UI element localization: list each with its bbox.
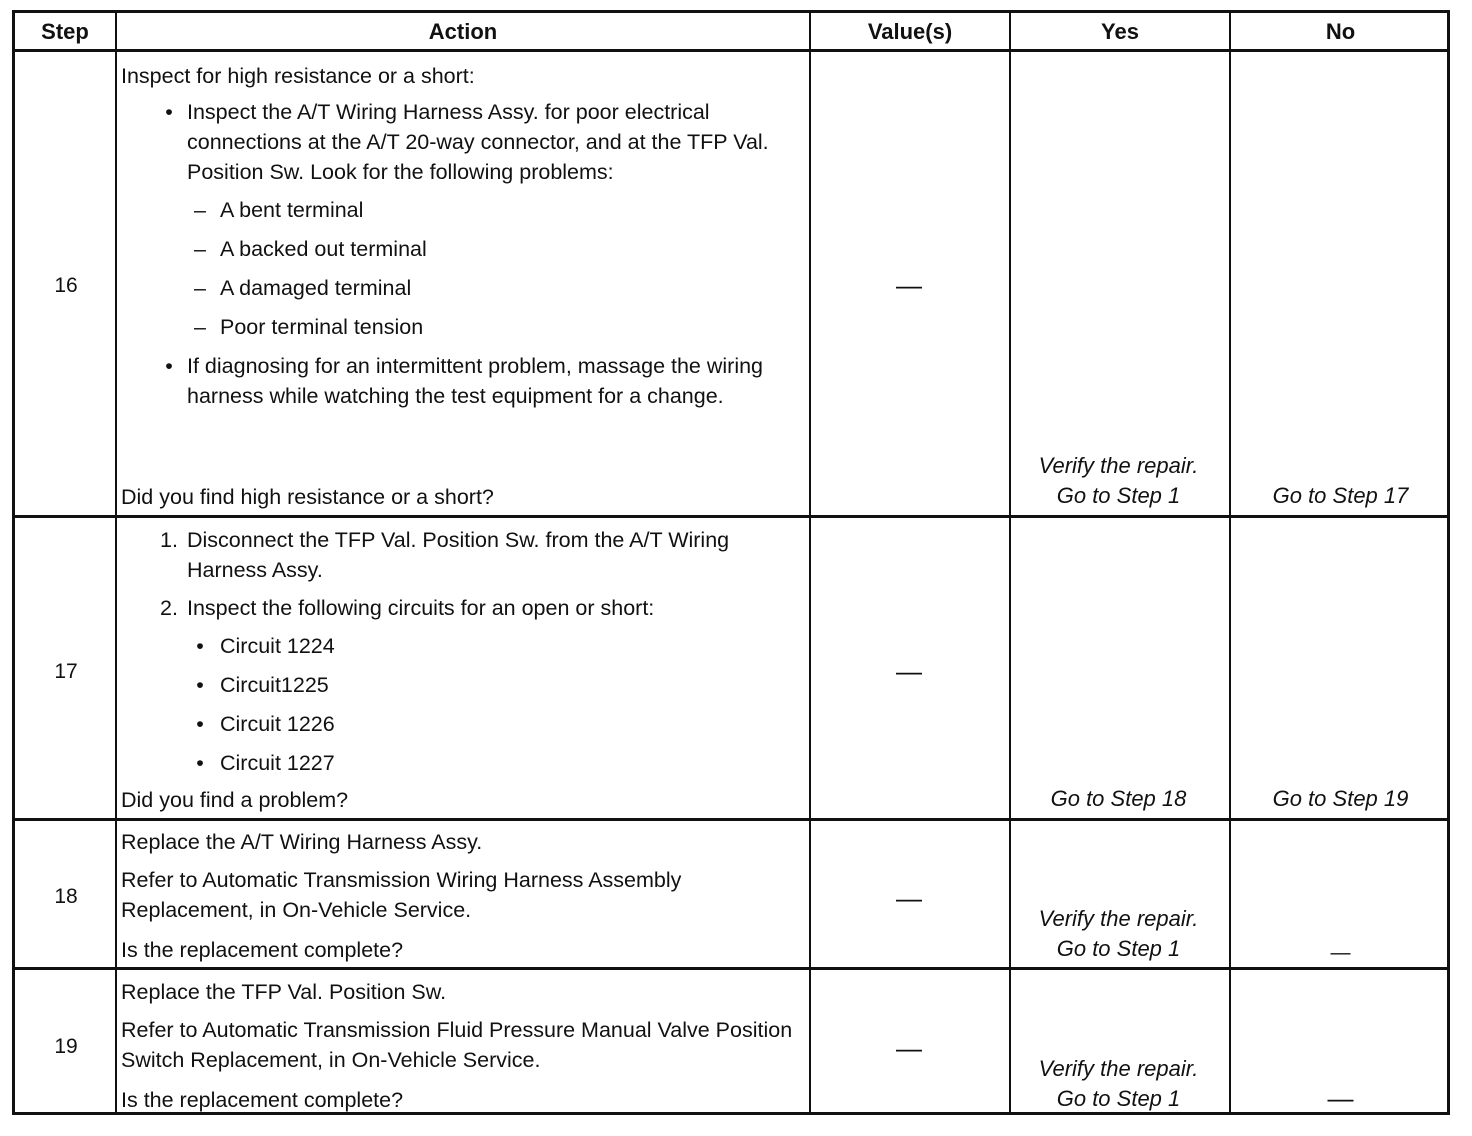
action-line: Refer to Automatic Transmission Wiring Harness Assembly Replacement, in On-Vehicle Service. [121,868,682,922]
circuit-item [121,748,811,778]
yes-line: Go to Step 1 [1056,483,1181,508]
action-line: Refer to Automatic Transmission Fluid Pressure Manual Valve Position Switch Replacement, in On-Vehicle Service. [121,1018,793,1072]
action-intro: Inspect for high resistance or a short: [121,64,475,88]
action-line: Replace the A/T Wiring Harness Assy. [121,830,483,854]
action-bullet [121,97,811,187]
numbered-item [121,593,811,623]
value-dash: — [896,883,922,913]
action-bullet [121,351,811,411]
bullet-icon: • [196,673,204,697]
bullet-icon: • [165,354,173,378]
step-number: 16 [54,274,78,297]
no-result: — [1330,942,1351,964]
circuit-item [121,709,811,739]
row-divider [15,515,1447,518]
value-dash: — [896,270,922,300]
yes-line: Verify the repair. [1038,906,1199,931]
bullet-text: Inspect the A/T Wiring Harness Assy. for poor electrical connections at the A/T 20-way connector, and at the TFP Val. Position Sw. Look for the following problems: [187,100,769,184]
header-step: Step [41,19,89,44]
yes-result [1011,451,1226,511]
bullet-icon: • [165,100,173,124]
dash-icon: – [194,315,206,339]
question-text: Did you find a problem? [121,788,349,812]
action-step-17 [121,525,811,787]
step-number: 17 [54,660,78,683]
dash-icon: – [194,198,206,222]
diagnostic-table [12,10,1450,1115]
value-dash: — [896,1033,922,1063]
no-result: — [1327,1083,1354,1113]
sub-item-text: A damaged terminal [220,276,412,300]
dash-icon: – [194,237,206,261]
yes-line: Verify the repair. [1038,1056,1199,1081]
numbered-item [121,525,811,585]
yes-result [1011,904,1226,964]
sub-item-text: A backed out terminal [220,237,427,261]
column-divider [115,13,117,1112]
circuit-item [121,631,811,661]
sub-item [121,195,811,225]
yes-line: Go to Step 1 [1056,1086,1181,1111]
numbered-item-text: Disconnect the TFP Val. Position Sw. from the A/T Wiring Harness Assy. [187,528,730,582]
dash-icon: – [194,276,206,300]
number-marker: 1. [160,528,178,552]
sub-item [121,273,811,303]
no-result: Go to Step 19 [1272,786,1409,811]
circuit-text: Circuit 1224 [220,634,335,658]
sub-item-text: A bent terminal [220,198,364,222]
bullet-icon: • [196,634,204,658]
row-divider [15,818,1447,821]
question-text: Did you find high resistance or a short? [121,485,494,509]
action-step-16 [121,61,811,411]
circuit-text: Circuit1225 [220,673,329,697]
header-action: Action [428,19,498,44]
action-step-18 [121,827,811,933]
question-text: Is the replacement complete? [121,938,404,962]
circuit-item [121,670,811,700]
yes-line: Go to Step 1 [1056,936,1181,961]
value-dash: — [896,656,922,686]
numbered-item-text: Inspect the following circuits for an open or short: [187,596,655,620]
step-number: 18 [54,885,78,908]
step-number: 19 [54,1035,78,1058]
circuit-text: Circuit 1227 [220,751,335,775]
sub-item [121,234,811,264]
bullet-icon: • [196,712,204,736]
sub-item-text: Poor terminal tension [220,315,424,339]
no-result: Go to Step 17 [1272,483,1409,508]
circuit-text: Circuit 1226 [220,712,335,736]
yes-result: Go to Step 18 [1050,786,1187,811]
yes-line: Verify the repair. [1038,453,1199,478]
question-text: Is the replacement complete? [121,1088,404,1112]
header-values: Value(s) [867,19,953,44]
header-yes: Yes [1101,19,1139,44]
bullet-text: If diagnosing for an intermittent problem, massage the wiring harness while watching the test equipment for a change. [187,354,764,408]
header-no: No [1325,19,1356,44]
yes-result [1011,1054,1226,1114]
action-line: Replace the TFP Val. Position Sw. [121,980,447,1004]
action-step-19 [121,977,811,1083]
sub-item [121,312,811,342]
number-marker: 2. [160,596,178,620]
bullet-icon: • [196,751,204,775]
